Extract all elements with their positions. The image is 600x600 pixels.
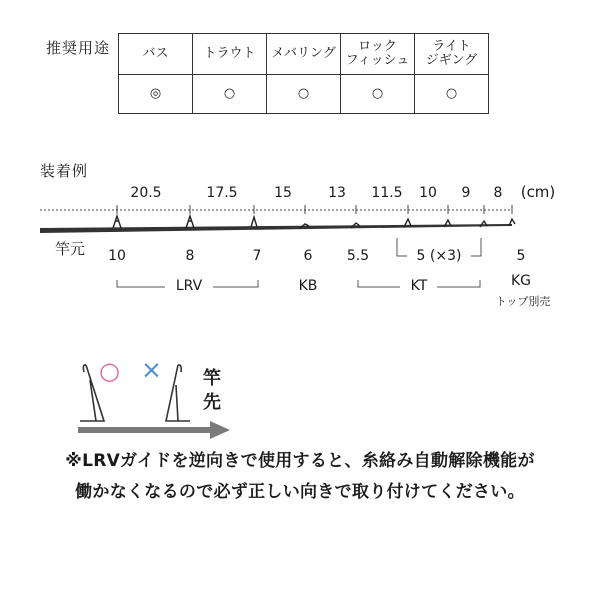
- unit-label: (cm): [520, 183, 556, 201]
- wrong-mark-icon: ×: [141, 355, 162, 384]
- guide-size: 6: [303, 248, 313, 264]
- usage-col-lightjigging: ライト ジギング: [415, 34, 489, 75]
- usage-col-rockfish: ロック フィッシュ: [341, 34, 415, 75]
- usage-col-bass: バス: [119, 34, 193, 75]
- spacing-label: 17.5: [206, 185, 238, 201]
- guide-size: 10: [108, 248, 126, 264]
- spacing-label: 11.5: [371, 185, 403, 201]
- usage-label: 推奨用途: [46, 39, 111, 57]
- group-label-kt: KT: [410, 278, 428, 294]
- correct-mark-icon: ○: [99, 357, 120, 385]
- usage-mark-mebaring: ○: [267, 75, 341, 114]
- warning-note-line1: ※LRVガイドを逆向きで使用すると、糸絡み自動解除機能が: [65, 451, 535, 471]
- spacing-label: 15: [274, 185, 292, 201]
- guide-size: 5.5: [346, 248, 370, 264]
- spacing-label: 20.5: [130, 185, 162, 201]
- spacing-label: 10: [419, 185, 437, 201]
- group-label-lrv: LRV: [175, 278, 203, 294]
- spacing-label: 13: [328, 185, 346, 201]
- rod-tip-label-1: 竿: [203, 368, 221, 389]
- spacing-label: 8: [493, 185, 503, 201]
- usage-col-trout: トラウト: [193, 34, 267, 75]
- spacing-label: 9: [461, 185, 471, 201]
- rod-tip-label-2: 先: [203, 392, 221, 413]
- guide-size: 8: [185, 248, 195, 264]
- usage-mark-bass: ◎: [119, 75, 193, 114]
- guide-size: 5 (×3): [416, 248, 462, 264]
- direction-arrow: [78, 421, 230, 439]
- guide-size: 5: [516, 248, 526, 264]
- guide-size: 7: [252, 248, 262, 264]
- group-label-kb: KB: [298, 278, 318, 294]
- kg-sold-separately-note: トップ別売: [495, 295, 551, 308]
- wrong-guide-shape: [166, 365, 190, 421]
- usage-col-mebaring: メバリング: [267, 34, 341, 75]
- rod-blank: [40, 224, 512, 233]
- usage-mark-trout: ○: [193, 75, 267, 114]
- usage-mark-lightjigging: ○: [415, 75, 489, 114]
- group-label-kg: KG: [510, 273, 532, 289]
- usage-mark-rockfish: ○: [341, 75, 415, 114]
- layout-example-label: 装着例: [40, 162, 89, 180]
- warning-note-line2: 働かなくなるので必ず正しい向きで取り付けてください。: [75, 482, 525, 502]
- butt-label: 竿元: [55, 240, 86, 258]
